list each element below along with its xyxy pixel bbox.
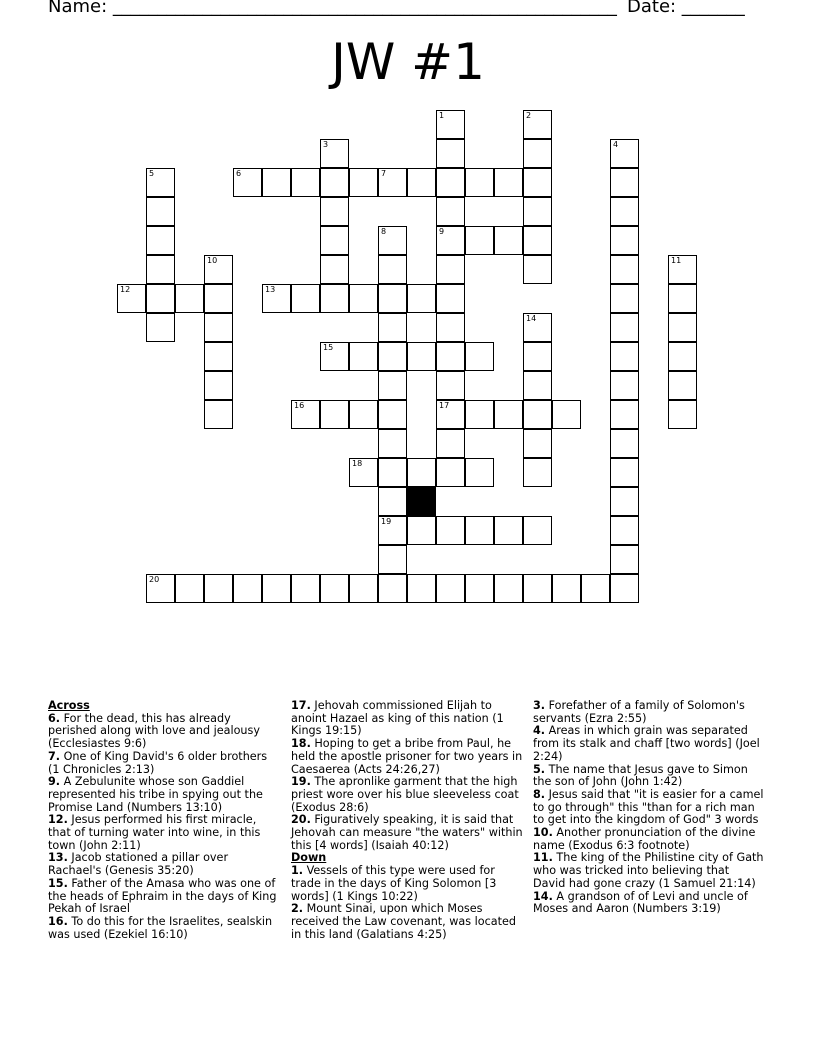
grid-cell[interactable] — [523, 516, 552, 545]
grid-cell[interactable] — [523, 139, 552, 168]
grid-cell[interactable] — [523, 371, 552, 400]
grid-cell[interactable] — [668, 371, 697, 400]
grid-cell[interactable] — [523, 429, 552, 458]
grid-cell[interactable] — [610, 545, 639, 574]
across-heading: Across — [48, 699, 90, 712]
grid-cell[interactable] — [523, 574, 552, 603]
grid-cell[interactable] — [349, 284, 378, 313]
grid-cell[interactable] — [668, 342, 697, 371]
across-clue: 20. Figuratively speaking, it is said that Jehovah can measure "the waters" within this [4 words] (Isaiah 40:12) — [291, 813, 523, 852]
grid-cell[interactable] — [610, 139, 639, 168]
down-clue: 3. Forefather of a family of Solomon's servants (Ezra 2:55) — [533, 699, 745, 725]
across-clue: 17. Jehovah commissioned Elijah to anoint Hazael as king of this nation (1 Kings 19:15) — [291, 699, 504, 738]
clue-number: 9 — [439, 227, 445, 236]
grid-cell[interactable] — [523, 110, 552, 139]
grid-cell[interactable] — [436, 516, 465, 545]
across-clue: 9. A Zebulunite whose son Gaddiel represented his tribe in spying out the Promise Land (Numbers 13:10) — [48, 775, 263, 814]
grid-cell[interactable] — [204, 400, 233, 429]
grid-cell[interactable] — [407, 574, 436, 603]
grid-cell[interactable] — [175, 574, 204, 603]
across-clue: 19. The apronlike garment that the high priest wore over his blue sleeveless coat (Exodus 28:6) — [291, 775, 519, 814]
grid-cell[interactable] — [436, 400, 465, 429]
grid-cell[interactable] — [668, 400, 697, 429]
clue-column-1 — [48, 700, 280, 941]
clue-number: 2 — [526, 111, 532, 120]
grid-cell[interactable] — [465, 168, 494, 197]
grid-cell[interactable] — [610, 342, 639, 371]
grid-cell[interactable] — [320, 284, 349, 313]
grid-cell[interactable] — [204, 284, 233, 313]
clue-number: 11 — [671, 256, 682, 265]
grid-cell[interactable] — [262, 284, 291, 313]
grid-cell[interactable] — [146, 168, 175, 197]
grid-cell[interactable] — [465, 342, 494, 371]
down-clue: 4. Areas in which grain was separated from its stalk and chaff [two words] (Joel 2:24) — [533, 724, 760, 763]
grid-cell[interactable] — [436, 139, 465, 168]
grid-cell[interactable] — [262, 574, 291, 603]
grid-cell[interactable] — [117, 284, 146, 313]
grid-cell[interactable] — [262, 168, 291, 197]
grid-cell[interactable] — [610, 168, 639, 197]
grid-cell[interactable] — [610, 516, 639, 545]
clue-number: 20 — [149, 575, 160, 584]
grid-cell[interactable] — [436, 110, 465, 139]
grid-cell[interactable] — [523, 400, 552, 429]
date-field-label: Date: _______ — [627, 0, 745, 17]
grid-cell[interactable] — [523, 226, 552, 255]
clue-number: 13 — [265, 285, 276, 294]
grid-cell[interactable] — [465, 400, 494, 429]
across-clue: 15. Father of the Amasa who was one of the heads of Ephraim in the days of King Pekah of Israel — [48, 876, 277, 916]
grid-cell[interactable] — [436, 168, 465, 197]
grid-cell[interactable] — [436, 197, 465, 226]
clue-number: 5 — [149, 169, 155, 178]
grid-cell[interactable] — [378, 516, 407, 545]
grid-cell[interactable] — [378, 458, 407, 487]
grid-cell[interactable] — [494, 400, 523, 429]
grid-cell[interactable] — [146, 197, 175, 226]
across-clue: 7. One of King David's 6 older brothers (1 Chronicles 2:13) — [48, 749, 268, 776]
grid-cell[interactable] — [523, 342, 552, 371]
grid-cell[interactable] — [523, 197, 552, 226]
grid-cell[interactable] — [494, 574, 523, 603]
grid-cell[interactable] — [407, 458, 436, 487]
grid-cell[interactable] — [204, 371, 233, 400]
grid-cell[interactable] — [610, 487, 639, 516]
grid-cell[interactable] — [233, 574, 262, 603]
down-clue: 11. The king of the Philistine city of Gath who was tricked into believing that David had gone crazy (1 Samuel 21:14) — [533, 851, 764, 890]
grid-cell[interactable] — [436, 342, 465, 371]
grid-cell[interactable] — [407, 284, 436, 313]
grid-cell[interactable] — [378, 226, 407, 255]
down-heading: Down — [291, 851, 327, 865]
grid-cell[interactable] — [436, 255, 465, 284]
grid-cell[interactable] — [291, 400, 320, 429]
grid-cell[interactable] — [320, 574, 349, 603]
clue-number: 1 — [439, 111, 445, 120]
clue-number: 4 — [613, 140, 619, 149]
grid-cell[interactable] — [552, 400, 581, 429]
clue-number: 12 — [120, 285, 131, 294]
grid-cell[interactable] — [175, 284, 204, 313]
across-clue: 12. Jesus performed his first miracle, that of turning water into wine, in this town (John 2:11) — [48, 813, 261, 852]
grid-cell[interactable] — [436, 226, 465, 255]
grid-cell[interactable] — [407, 516, 436, 545]
grid-cell[interactable] — [320, 255, 349, 284]
grid-cell[interactable] — [523, 255, 552, 284]
down-clue: 10. Another pronunciation of the divine name (Exodus 6:3 footnote) — [533, 826, 756, 852]
grid-cell[interactable] — [668, 313, 697, 342]
grid-cell[interactable] — [378, 487, 407, 516]
grid-cell[interactable] — [494, 226, 523, 255]
grid-cell[interactable] — [407, 342, 436, 371]
name-field-label: Name: ________________________________________________________ — [48, 0, 617, 17]
clue-number: 6 — [236, 169, 242, 178]
grid-cell[interactable] — [668, 284, 697, 313]
down-clue: 1. Vessels of this type were used for trade in the days of King Solomon [3 words] (1 Kings 10:22) — [291, 864, 497, 903]
grid-cell[interactable] — [465, 516, 494, 545]
grid-cell[interactable] — [407, 168, 436, 197]
grid-cell[interactable] — [349, 168, 378, 197]
grid-cell[interactable] — [436, 284, 465, 313]
grid-cell[interactable] — [291, 284, 320, 313]
grid-cell[interactable] — [494, 168, 523, 197]
grid-cell[interactable] — [610, 429, 639, 458]
clue-number: 3 — [323, 140, 329, 149]
clue-column-3 — [533, 700, 765, 916]
grid-cell[interactable] — [436, 574, 465, 603]
grid-cell[interactable] — [610, 574, 639, 603]
grid-cell[interactable] — [320, 197, 349, 226]
across-clue: 13. Jacob stationed a pillar over Rachael's (Genesis 35:20) — [48, 851, 229, 878]
grid-cell[interactable] — [668, 255, 697, 284]
grid-cell[interactable] — [204, 255, 233, 284]
grid-cell[interactable] — [610, 400, 639, 429]
grid-cell[interactable] — [349, 400, 378, 429]
across-clue: 18. Hoping to get a bribe from Paul, he held the apostle prisoner for two years in Caesaerea (Acts 24:26,27) — [291, 737, 523, 776]
clue-number: 7 — [381, 169, 387, 178]
grid-cell[interactable] — [204, 313, 233, 342]
clue-number: 14 — [526, 314, 537, 323]
grid-cell[interactable] — [378, 429, 407, 458]
grid-cell[interactable] — [610, 313, 639, 342]
down-clue: 8. Jesus said that "it is easier for a camel to go through" this "than for a rich man to get into the kingdom of God" 3 words — [533, 787, 764, 827]
black-cell — [407, 487, 436, 516]
grid-cell[interactable] — [349, 574, 378, 603]
clue-number: 8 — [381, 227, 387, 236]
clue-number: 18 — [352, 459, 363, 468]
grid-cell[interactable] — [146, 284, 175, 313]
grid-cell[interactable] — [146, 574, 175, 603]
clue-column-2 — [291, 700, 523, 941]
grid-cell[interactable] — [320, 400, 349, 429]
grid-cell[interactable] — [146, 313, 175, 342]
down-clue: 5. The name that Jesus gave to Simon the son of John (John 1:42) — [533, 762, 748, 789]
across-clue: 16. To do this for the Israelites, sealskin was used (Ezekiel 16:10) — [48, 914, 273, 941]
across-clue: 6. For the dead, this has already perished along with love and jealousy (Ecclesiastes 9:6) — [48, 711, 260, 751]
clue-number: 15 — [323, 343, 334, 352]
grid-cell[interactable] — [610, 197, 639, 226]
grid-cell[interactable] — [378, 342, 407, 371]
grid-cell[interactable] — [610, 284, 639, 313]
grid-cell[interactable] — [436, 371, 465, 400]
grid-cell[interactable] — [610, 255, 639, 284]
grid-cell[interactable] — [436, 458, 465, 487]
grid-cell[interactable] — [523, 313, 552, 342]
grid-cell[interactable] — [378, 371, 407, 400]
grid-cell[interactable] — [465, 226, 494, 255]
grid-cell[interactable] — [291, 574, 320, 603]
grid-cell[interactable] — [378, 284, 407, 313]
grid-cell[interactable] — [436, 313, 465, 342]
grid-cell[interactable] — [436, 429, 465, 458]
grid-cell[interactable] — [610, 371, 639, 400]
clue-number: 10 — [207, 256, 218, 265]
page-title: JW #1 — [331, 33, 485, 91]
grid-cell[interactable] — [320, 168, 349, 197]
down-clue: 14. A grandson of of Levi and uncle of Moses and Aaron (Numbers 3:19) — [533, 889, 748, 916]
grid-cell[interactable] — [320, 139, 349, 168]
down-clue: 2. Mount Sinai, upon which Moses received the Law covenant, was located in this land (Galatians 4:25) — [291, 902, 517, 941]
grid-cell[interactable] — [146, 226, 175, 255]
grid-cell[interactable] — [320, 226, 349, 255]
grid-cell[interactable] — [378, 168, 407, 197]
grid-cell[interactable] — [610, 458, 639, 487]
grid-cell[interactable] — [349, 458, 378, 487]
grid-cell[interactable] — [610, 226, 639, 255]
grid-cell[interactable] — [291, 168, 320, 197]
grid-cell[interactable] — [378, 313, 407, 342]
grid-cell[interactable] — [378, 545, 407, 574]
grid-cell[interactable] — [378, 255, 407, 284]
grid-cell[interactable] — [204, 342, 233, 371]
clue-number: 19 — [381, 517, 392, 526]
grid-cell[interactable] — [204, 574, 233, 603]
grid-cell[interactable] — [378, 574, 407, 603]
grid-cell[interactable] — [523, 168, 552, 197]
grid-cell[interactable] — [320, 342, 349, 371]
grid-cell[interactable] — [552, 574, 581, 603]
clue-number: 17 — [439, 401, 450, 410]
grid-cell[interactable] — [523, 458, 552, 487]
grid-cell[interactable] — [465, 458, 494, 487]
grid-cell[interactable] — [494, 516, 523, 545]
grid-cell[interactable] — [349, 342, 378, 371]
grid-cell[interactable] — [146, 255, 175, 284]
clue-number: 16 — [294, 401, 305, 410]
grid-cell[interactable] — [378, 400, 407, 429]
grid-cell[interactable] — [581, 574, 610, 603]
grid-cell[interactable] — [233, 168, 262, 197]
grid-cell[interactable] — [465, 574, 494, 603]
